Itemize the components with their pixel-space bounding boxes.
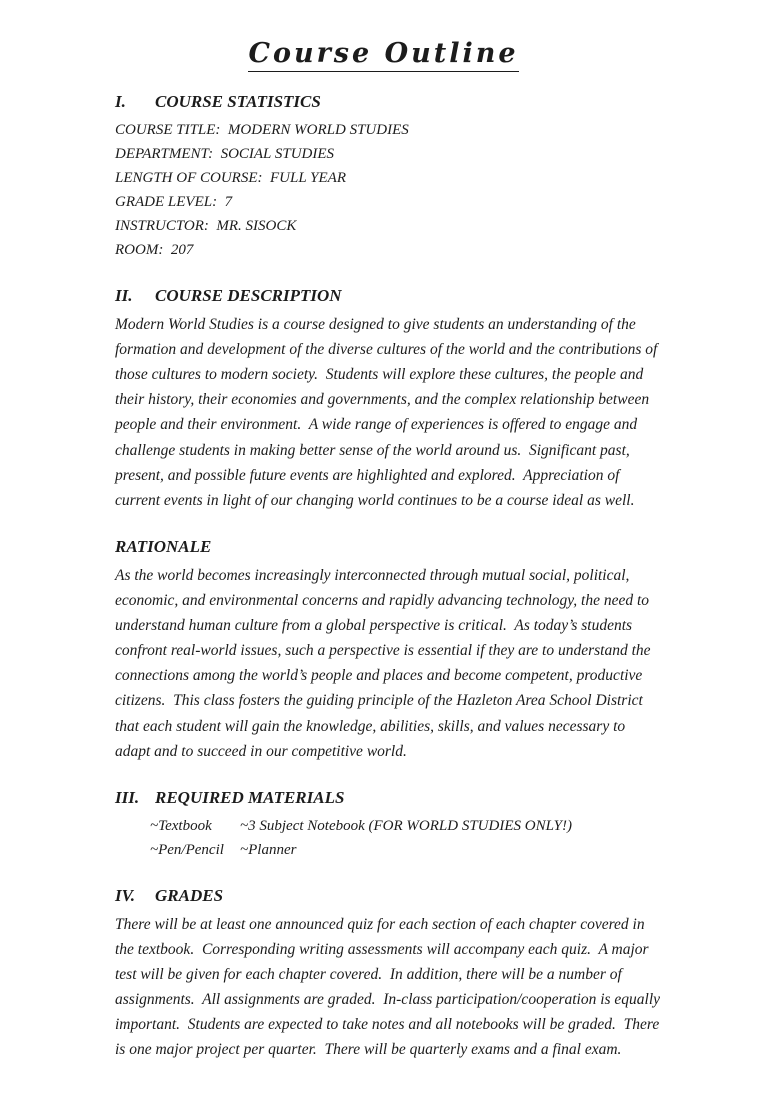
materials-row	[150, 838, 662, 862]
section-heading-text: REQUIRED MATERIALS	[155, 787, 345, 807]
section-numeral: IV.	[115, 885, 136, 905]
section-heading-description	[115, 286, 662, 306]
stat-line-room: ROOM: 207	[115, 242, 194, 258]
section-heading-text: RATIONALE	[115, 536, 212, 556]
document-title: Course Outline	[248, 38, 518, 72]
section-grades	[115, 886, 662, 1063]
materials-list	[150, 814, 662, 862]
section-heading-statistics	[115, 92, 662, 112]
material-item: ~Pen/Pencil	[150, 841, 224, 858]
section-required-materials	[115, 788, 662, 862]
material-item: ~Planner	[240, 841, 297, 858]
description-paragraph: Modern World Studies is a course designed to give students an understanding of the formation and development of the diverse cultures of the world and the contributions of those cultures to modern society. Students will explore these cultures, the people and their history, their economies and governments, and the complex relationship between people and their environment. A wide range of experiences is offered to engage and challenge students in making better sense of the world around us. Significant past, present, and possible future events are highlighted and explored. Appreciation of current events in light of our changing world continues to be a course ideal as well.	[115, 316, 662, 509]
section-heading-rationale	[115, 537, 662, 557]
statistics-lines	[115, 118, 662, 262]
material-item: ~Textbook	[150, 817, 212, 834]
section-heading-text: GRADES	[155, 885, 224, 905]
section-heading-text: COURSE STATISTICS	[155, 92, 321, 111]
grades-paragraph: There will be at least one announced quiz for each section of each chapter covered in the textbook. Corresponding writing assessments will accompany each quiz. A major test will be given for each chapter covered. In addition, there will be a number of assignments. All assignments are graded. In-class participation/cooperation is equally important. Students are expected to take notes and all notebooks will be graded. There is one major project per quarter. There will be quarterly exams and a final exam.	[115, 915, 664, 1059]
stat-line-department: DEPARTMENT: SOCIAL STUDIES	[115, 146, 335, 162]
stat-line-instructor: INSTRUCTOR: MR. SISOCK	[115, 218, 297, 234]
materials-row	[150, 814, 662, 838]
stat-line-length: LENGTH OF COURSE: FULL YEAR	[115, 170, 346, 186]
material-item: ~3 Subject Notebook (FOR WORLD STUDIES ONLY!)	[240, 817, 572, 834]
section-numeral: I.	[115, 92, 126, 111]
section-heading-text: COURSE DESCRIPTION	[155, 286, 342, 305]
section-rationale	[115, 537, 662, 764]
stat-line-grade-level: GRADE LEVEL: 7	[115, 194, 233, 210]
stat-line-course-title: COURSE TITLE: MODERN WORLD STUDIES	[115, 122, 409, 138]
section-numeral: II.	[115, 286, 133, 305]
section-heading-materials	[115, 788, 662, 808]
section-heading-grades	[115, 886, 662, 906]
rationale-paragraph: As the world becomes increasingly interconnected through mutual social, political, economic, and environmental concerns and rapidly advancing technology, the need to understand human culture from a global perspective is critical. As today’s students confront real-world issues, such a perspective is essential if they are to understand the connections among the world’s people and places and become competent, productive citizens. This class fosters the guiding principle of the Hazleton Area School District that each student will gain the knowledge, abilities, skills, and values necessary to adapt and to succeed in our competitive world.	[115, 566, 655, 760]
section-numeral: III.	[115, 787, 140, 807]
section-course-statistics	[115, 92, 662, 262]
document-title-wrap	[115, 38, 652, 72]
section-course-description	[115, 286, 662, 513]
